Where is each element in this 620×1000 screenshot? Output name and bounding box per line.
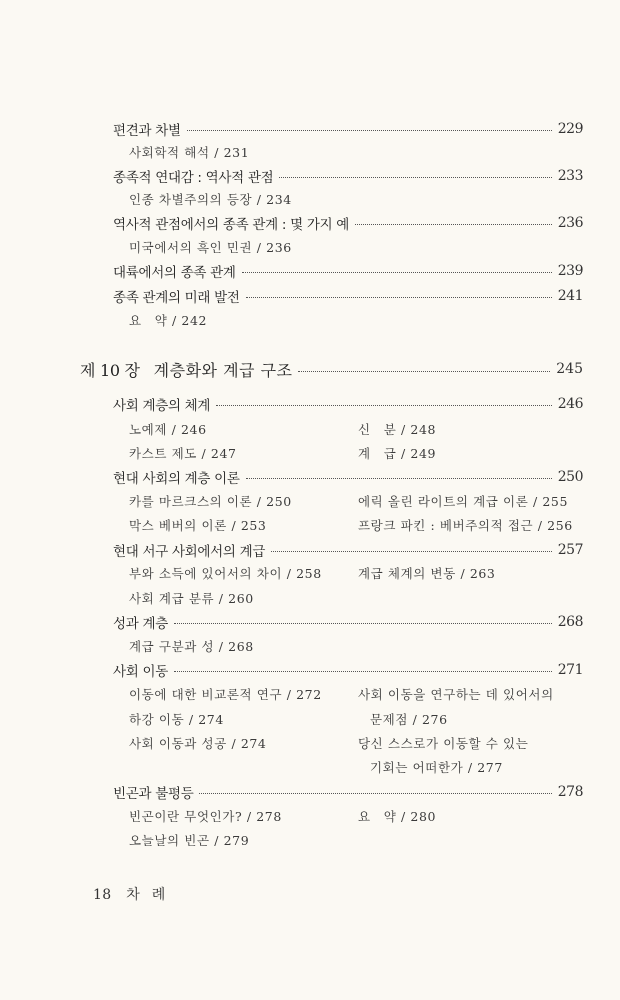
leader-dots [298, 371, 550, 372]
subsection-entry[interactable]: 사회 이동을 연구하는 데 있어서의 [358, 687, 554, 702]
chapter-title: 계층화와 계급 구조 [153, 360, 293, 380]
page-number: 268 [557, 614, 583, 630]
page-number: 233 [557, 168, 583, 184]
page-number: 239 [557, 263, 583, 279]
toc-entry[interactable] [113, 260, 583, 282]
footer-page-number: 18 [93, 887, 112, 903]
section-title: 종족적 연대감 : 역사적 관점 [113, 170, 274, 186]
subsection-entry[interactable]: 프랑크 파킨 : 베버주의적 접근 / 256 [358, 518, 573, 533]
subsection-entry[interactable]: 인종 차별주의의 등장 / 234 [129, 192, 292, 207]
subsection-entry[interactable]: 이동에 대한 비교론적 연구 / 272 [129, 687, 322, 702]
leader-dots [174, 623, 552, 624]
subsection-entry[interactable]: 빈곤이란 무엇인가? / 278 [129, 809, 282, 824]
leader-dots [242, 272, 552, 273]
subsection-entry[interactable]: 당신 스스로가 이동할 수 있는 [358, 736, 529, 751]
leader-dots [279, 177, 551, 178]
subsection-entry[interactable]: 미국에서의 흑인 민권 / 236 [129, 240, 292, 255]
page-number: 257 [557, 542, 583, 558]
subsection-entry[interactable]: 카를 마르크스의 이론 / 250 [129, 494, 292, 509]
section-title: 사회 이동 [113, 664, 168, 680]
subsection-entry[interactable]: 요 약 / 242 [129, 313, 208, 328]
page-number: 278 [557, 784, 583, 800]
subsection-entry[interactable]: 신 분 / 248 [358, 422, 437, 437]
section-title: 역사적 관점에서의 종족 관계 : 몇 가지 예 [113, 217, 350, 233]
toc-entry[interactable] [113, 539, 583, 561]
section-title: 대륙에서의 종족 관계 [113, 265, 236, 281]
section-title: 현대 서구 사회에서의 계급 [113, 544, 266, 560]
subsection-entry[interactable]: 에릭 올린 라이트의 계급 이론 / 255 [358, 494, 569, 509]
chapter-heading[interactable] [80, 356, 583, 382]
subsection-entry[interactable]: 계급 체계의 변동 / 263 [358, 566, 496, 581]
subsection-entry[interactable]: 요 약 / 280 [358, 809, 437, 824]
subsection-entry[interactable]: 계급 구분과 성 / 268 [129, 639, 254, 654]
subsection-entry[interactable]: 오늘날의 빈곤 / 279 [129, 833, 250, 848]
leader-dots [271, 551, 552, 552]
subsection-entry[interactable]: 사회 계급 분류 / 260 [129, 591, 254, 606]
toc-entry[interactable] [113, 393, 583, 415]
page-number: 250 [557, 469, 583, 485]
toc-entry[interactable] [113, 466, 583, 488]
page-number: 246 [557, 396, 583, 412]
leader-dots [216, 405, 552, 406]
subsection-entry[interactable]: 하강 이동 / 274 [129, 712, 224, 727]
page-number: 236 [557, 215, 583, 231]
subsection-entry[interactable]: 사회 이동과 성공 / 274 [129, 736, 267, 751]
section-title: 현대 사회의 계층 이론 [113, 471, 240, 487]
section-title: 편견과 차별 [113, 123, 181, 139]
page-number: 241 [557, 288, 583, 304]
leader-dots [246, 297, 552, 298]
toc-entry[interactable] [113, 285, 583, 307]
subsection-entry[interactable]: 노예제 / 246 [129, 422, 207, 437]
leader-dots [199, 793, 551, 794]
section-title: 사회 계층의 체계 [113, 398, 211, 414]
toc-entry[interactable] [113, 611, 583, 633]
toc-entry[interactable] [113, 165, 583, 187]
leader-dots [355, 224, 552, 225]
leader-dots [187, 130, 552, 131]
subsection-entry[interactable]: 카스트 제도 / 247 [129, 446, 237, 461]
chapter-number: 제 10 장 [80, 360, 140, 380]
subsection-entry-continued[interactable]: 기회는 어떠한가 / 277 [370, 760, 503, 775]
subsection-entry[interactable]: 부와 소득에 있어서의 차이 / 258 [129, 566, 322, 581]
subsection-entry[interactable]: 막스 베버의 이론 / 253 [129, 518, 267, 533]
section-title: 성과 계층 [113, 616, 168, 632]
page-number: 229 [557, 121, 583, 137]
leader-dots [174, 671, 552, 672]
toc-entry[interactable] [113, 781, 583, 803]
toc-entry[interactable] [113, 659, 583, 681]
toc-entry[interactable] [113, 118, 583, 140]
section-title: 종족 관계의 미래 발전 [113, 290, 240, 306]
subsection-entry[interactable]: 사회학적 해석 / 231 [129, 145, 250, 160]
subsection-entry[interactable]: 계 급 / 249 [358, 446, 437, 461]
toc-entry[interactable] [113, 212, 583, 234]
section-title: 빈곤과 불평등 [113, 786, 194, 802]
subsection-entry-continued[interactable]: 문제점 / 276 [370, 712, 448, 727]
page-number: 271 [557, 662, 583, 678]
footer-label: 차례 [126, 887, 178, 903]
page-footer [93, 884, 177, 906]
leader-dots [246, 478, 552, 479]
page-number: 245 [556, 361, 583, 377]
